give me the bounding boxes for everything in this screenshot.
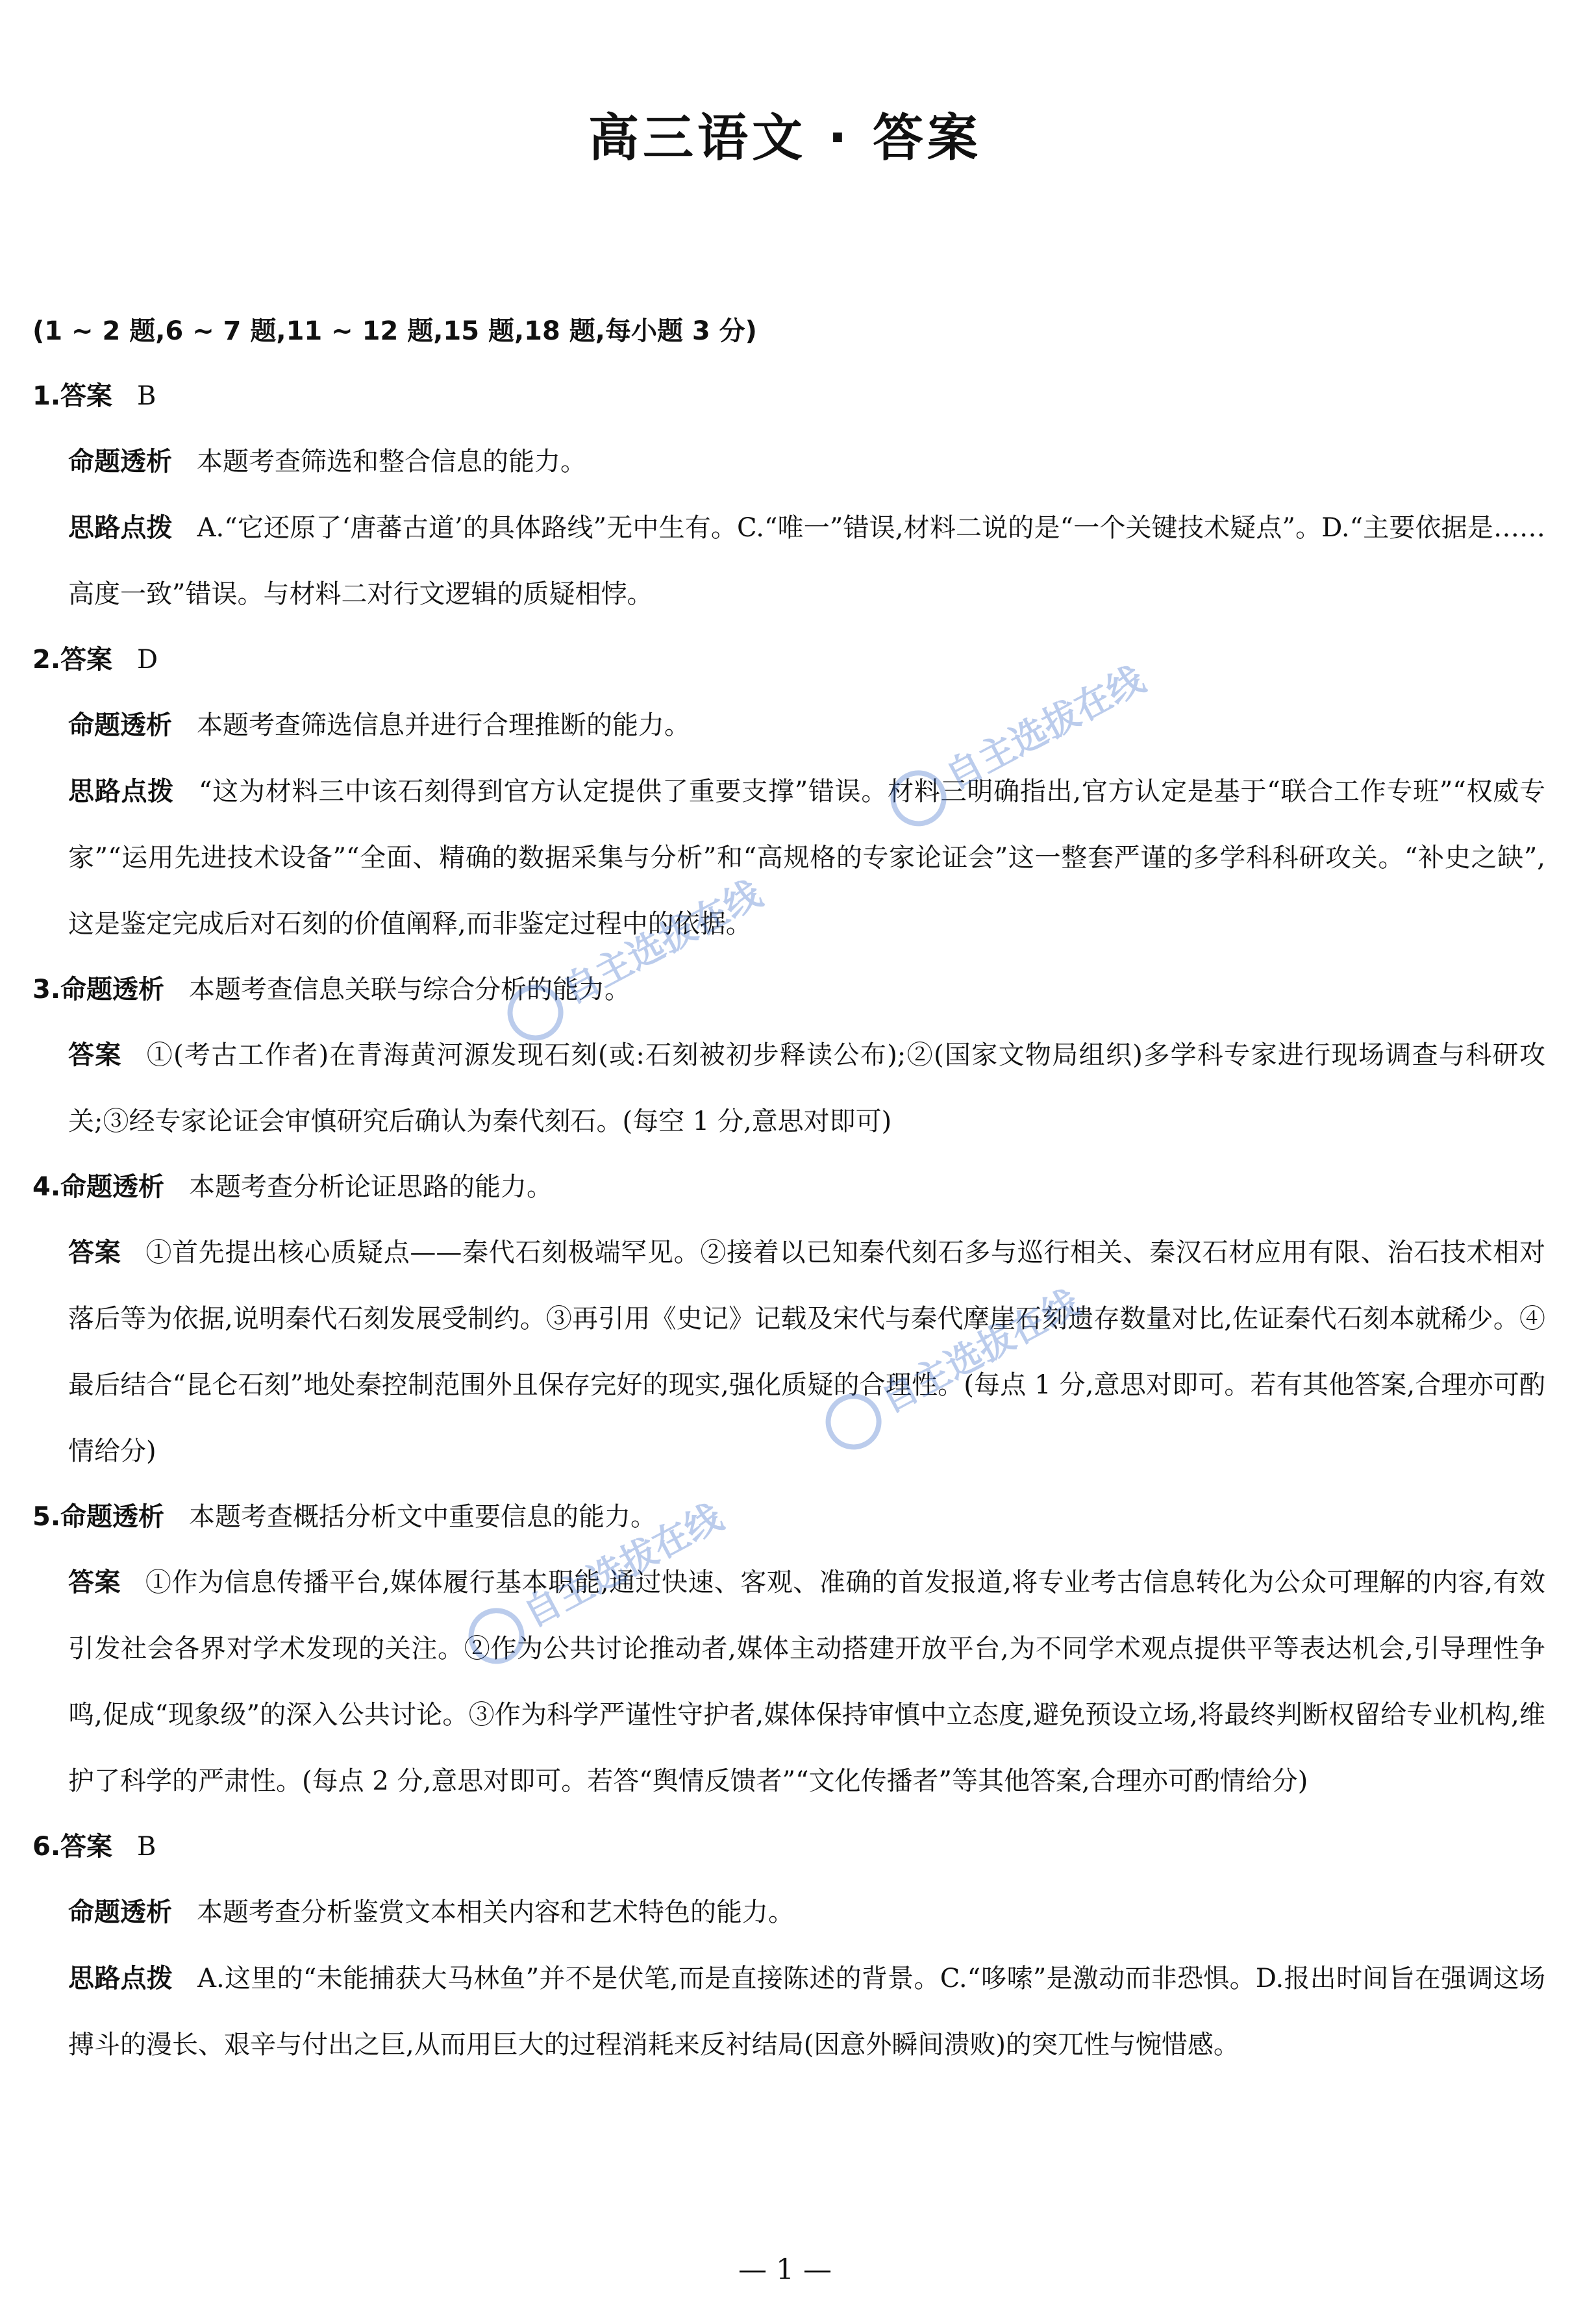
analysis-label: 命题透析	[60, 1502, 165, 1532]
hint-label: 思路点拨	[68, 1964, 173, 1993]
answer-value: B	[137, 381, 156, 411]
analysis-label: 命题透析	[68, 710, 172, 740]
answer-label: 答案	[68, 1568, 121, 1597]
hint-text: “这为材料三中该石刻得到官方认定提供了重要支撑”错误。材料三明确指出,官方认定是基于“联合工作专班”“权威专家”“运用先进技术设备”“全面、精确的数据采集与分析”和“高规格的专家论证会”这一整套严谨的多学科科研攻关。“补史之缺”,这是鉴定完成后对石刻的价值阐释,而非鉴定过程中的依据。	[68, 777, 1546, 939]
question-number: 1.	[32, 381, 61, 411]
question-3-analysis-line	[32, 957, 1545, 1022]
page-title: 高三语文 · 答案	[588, 109, 982, 168]
analysis-text: 本题考查筛选信息并进行合理推断的能力。	[197, 710, 690, 740]
question-number: 2.	[32, 645, 61, 675]
answer-text: ①作为信息传播平台,媒体履行基本职能,通过快速、客观、准确的首发报道,将专业考古信息转化为公众可理解的内容,有效引发社会各界对学术发现的关注。②作为公共讨论推动者,媒体主动搭建开放平台,为不同学术观点提供平等表达机会,引导理性争鸣,促成“现象级”的深入公共讨论。③作为科学严谨性守护者,媒体保持审慎中立态度,避免预设立场,将最终判断权留给专业机构,维护了科学的严肃性。(每点 2 分,意思对即可。若答“舆情反馈者”“文化传播者”等其他答案,合理亦可酌情给分)	[68, 1568, 1546, 1796]
answer-label: 答案	[60, 381, 113, 411]
answer-value: D	[137, 645, 158, 675]
question-number: 4.	[32, 1172, 61, 1202]
analysis-text: 本题考查分析论证思路的能力。	[189, 1172, 553, 1202]
question-5-answer	[68, 1549, 1545, 1814]
analysis-label: 命题透析	[68, 1897, 172, 1927]
watermark: 自主选拔在线	[879, 651, 1156, 836]
question-2-answer-line	[32, 627, 1545, 692]
question-number: 5.	[32, 1502, 61, 1532]
question-1-hint	[68, 495, 1545, 627]
answer-value: B	[137, 1832, 156, 1862]
analysis-label: 命题透析	[60, 975, 165, 1005]
analysis-label: 命题透析	[60, 1172, 165, 1202]
question-4-analysis-line	[32, 1155, 1545, 1219]
question-2-analysis	[68, 692, 1545, 758]
answer-label: 答案	[68, 1040, 122, 1070]
question-6-answer-line	[32, 1814, 1545, 1879]
question-number: 3.	[32, 975, 61, 1005]
answer-label: 答案	[60, 1832, 113, 1862]
analysis-text: 本题考查筛选和整合信息的能力。	[197, 447, 586, 477]
question-6-analysis	[68, 1879, 1545, 1945]
question-number: 6.	[32, 1832, 61, 1862]
analysis-label: 命题透析	[68, 447, 172, 477]
question-5-analysis-line	[32, 1484, 1545, 1549]
hint-text: A.“它还原了‘唐蕃古道’的具体路线”无中生有。C.“唯一”错误,材料二说的是“一个关键技术疑点”。D.“主要依据是……高度一致”错误。与材料二对行文逻辑的质疑相悖。	[68, 513, 1545, 609]
answer-text: ①首先提出核心质疑点——秦代石刻极端罕见。②接着以已知秦代刻石多与巡行相关、秦汉石材应用有限、治石技术相对落后等为依据,说明秦代石刻发展受制约。③再引用《史记》记载及宋代与秦代摩崖石刻遗存数量对比,佐证秦代石刻本就稀少。④最后结合“昆仑石刻”地处秦控制范围外且保存完好的现实,强化质疑的合理性。(每点 1 分,意思对即可。若有其他答案,合理亦可酌情给分)	[68, 1238, 1546, 1466]
hint-label: 思路点拨	[68, 513, 173, 543]
analysis-text: 本题考查概括分析文中重要信息的能力。	[189, 1502, 657, 1532]
watermark: 自主选拔在线	[457, 1489, 734, 1673]
watermark: 自主选拔在线	[496, 866, 773, 1050]
answer-label: 答案	[68, 1238, 121, 1268]
watermark: 自主选拔在线	[814, 1275, 1091, 1459]
hint-label: 思路点拨	[68, 777, 175, 806]
analysis-text: 本题考查信息关联与综合分析的能力。	[189, 975, 631, 1005]
question-1-answer-line	[32, 364, 1545, 429]
hint-text: A.这里的“未能捕获大马林鱼”并不是伏笔,而是直接陈述的背景。C.“哆嗦”是激动而非恐惧。D.报出时间旨在强调这场搏斗的漫长、艰辛与付出之巨,从而用巨大的过程消耗来反衬结局(因意外瞬间溃败)的突兀性与惋惜感。	[68, 1964, 1545, 2060]
page-number: — 1 —	[738, 2253, 832, 2286]
answer-content	[32, 299, 1545, 2078]
answer-label: 答案	[60, 645, 113, 675]
answer-text: ①(考古工作者)在青海黄河源发现石刻(或:石刻被初步释读公布);②(国家文物局组织)多学科专家进行现场调查与科研攻关;③经专家论证会审慎研究后确认为秦代刻石。(每空 1 分,意思对即可)	[68, 1040, 1545, 1136]
scoring-note: (1 ~ 2 题,6 ~ 7 题,11 ~ 12 题,15 题,18 题,每小题 3 分)	[32, 316, 757, 346]
question-3-answer	[68, 1022, 1545, 1155]
question-6-hint	[68, 1945, 1545, 2078]
question-4-answer	[68, 1219, 1545, 1484]
question-2-hint	[68, 758, 1545, 957]
question-1-analysis	[68, 429, 1545, 495]
analysis-text: 本题考查分析鉴赏文本相关内容和艺术特色的能力。	[197, 1897, 794, 1927]
